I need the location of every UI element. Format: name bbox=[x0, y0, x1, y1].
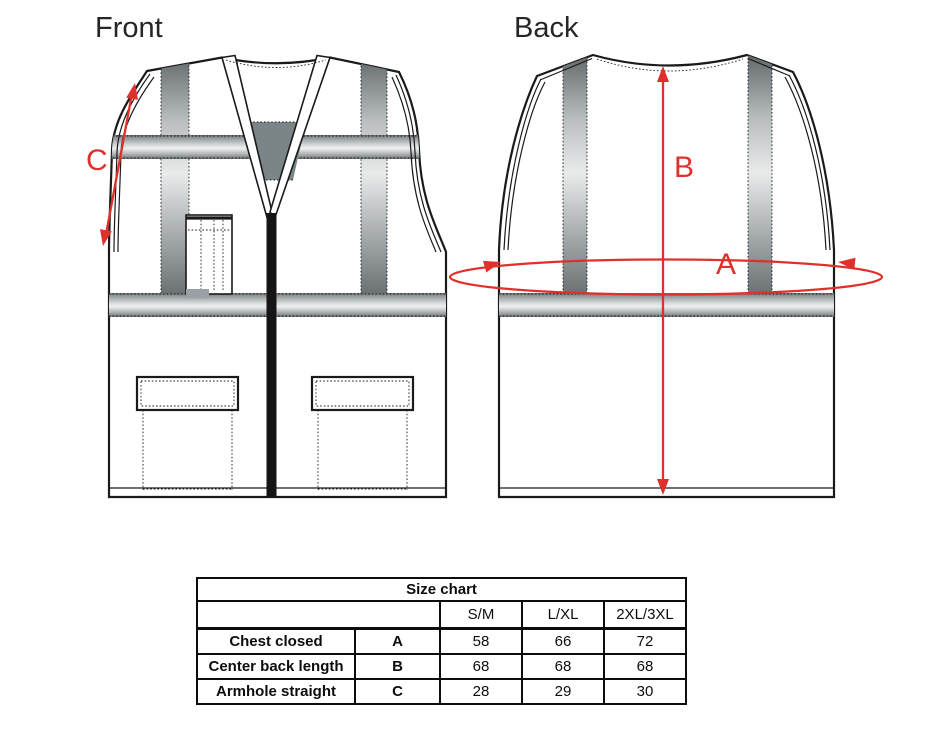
row-label: Chest closed bbox=[197, 629, 355, 655]
row-value: 29 bbox=[522, 679, 604, 704]
back-left-reflective-stripe bbox=[563, 50, 587, 296]
back-right-reflective-stripe bbox=[748, 50, 772, 296]
row-value: 68 bbox=[522, 654, 604, 679]
row-value: 68 bbox=[440, 654, 522, 679]
table-row-armhole-straight bbox=[197, 679, 686, 704]
row-label: Center back length bbox=[197, 654, 355, 679]
size-col-header-2xl3xl: 2XL/3XL bbox=[604, 601, 686, 629]
row-label: Armhole straight bbox=[197, 679, 355, 704]
row-value: 28 bbox=[440, 679, 522, 704]
front-view-label: Front bbox=[95, 12, 163, 44]
row-letter: A bbox=[355, 629, 440, 655]
row-value: 68 bbox=[604, 654, 686, 679]
front-pen-pocket bbox=[186, 215, 232, 298]
size-chart-table bbox=[196, 577, 687, 705]
front-waist-reflective-stripe bbox=[109, 293, 447, 317]
row-value: 58 bbox=[440, 629, 522, 655]
table-row-chest-closed bbox=[197, 629, 686, 655]
front-right-reflective-stripe bbox=[361, 52, 387, 296]
pen-pocket-tab bbox=[186, 289, 209, 298]
back-vest-body bbox=[499, 55, 834, 497]
measure-letter-c: C bbox=[86, 144, 108, 177]
front-zipper bbox=[267, 213, 277, 497]
size-chart-empty-header bbox=[197, 601, 440, 629]
back-waist-reflective-stripe bbox=[499, 293, 835, 317]
size-chart-title: Size chart bbox=[197, 578, 686, 601]
row-letter: C bbox=[355, 679, 440, 704]
front-vest-drawing bbox=[109, 52, 447, 497]
row-value: 30 bbox=[604, 679, 686, 704]
measure-letter-a: A bbox=[716, 248, 737, 281]
front-left-reflective-stripe bbox=[161, 52, 189, 296]
measure-letter-b: B bbox=[674, 151, 695, 184]
row-value: 72 bbox=[604, 629, 686, 655]
table-row-center-back-length bbox=[197, 654, 686, 679]
size-col-header-sm: S/M bbox=[440, 601, 522, 629]
back-vest-drawing bbox=[499, 50, 835, 497]
back-view-label: Back bbox=[514, 12, 579, 44]
row-letter: B bbox=[355, 654, 440, 679]
size-col-header-lxl: L/XL bbox=[522, 601, 604, 629]
row-value: 66 bbox=[522, 629, 604, 655]
